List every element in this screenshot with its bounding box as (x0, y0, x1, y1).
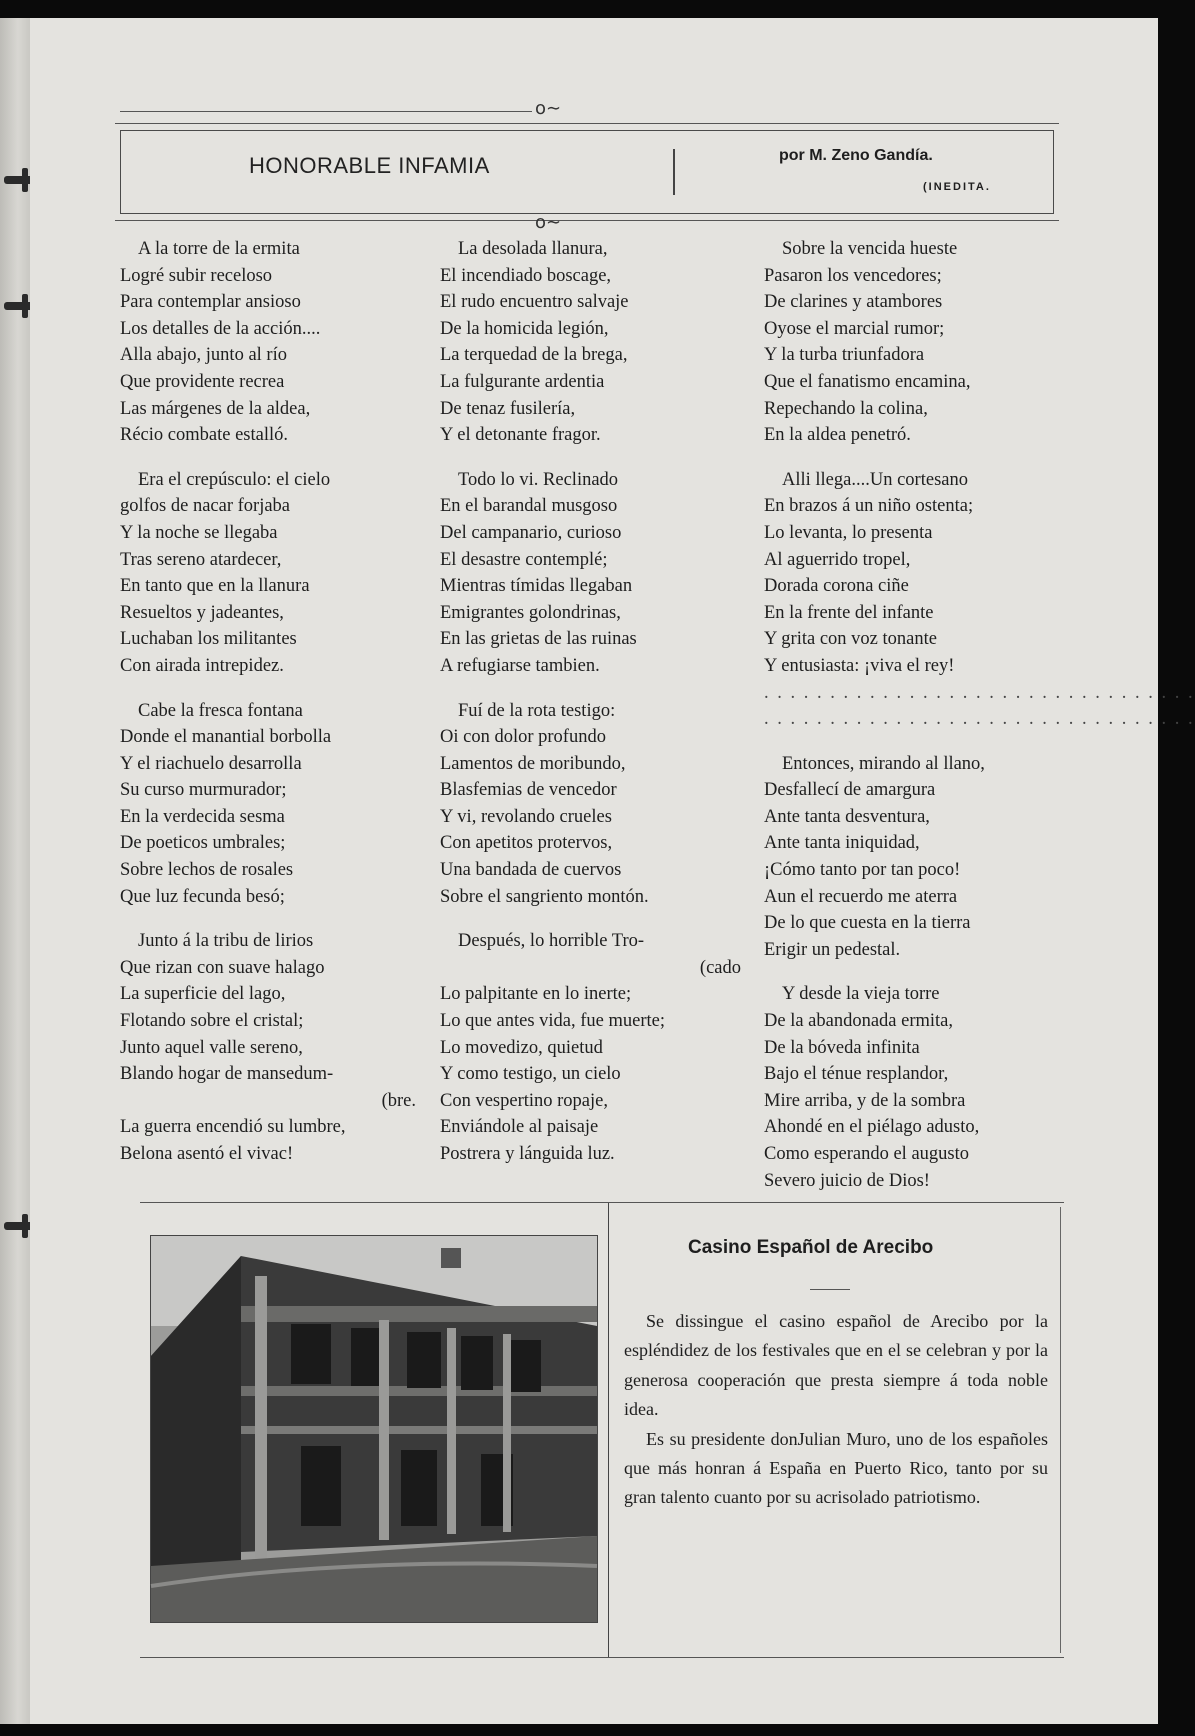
poem-line: Al aguerrido tropel, (764, 549, 911, 570)
poem-line: (cado (699, 957, 741, 978)
poem-line: Severo juicio de Dios! (764, 1170, 930, 1191)
poem-line: golfos de nacar forjaba (120, 496, 291, 517)
poem-line: Ahondé en el piélago adusto, (764, 1117, 980, 1138)
dotted-separator: . . . . . . . . . . . . . . . . . . . . . . . . . . . . . . . . . (764, 682, 1195, 703)
poem-line: Alli llega....Un cortesano (782, 469, 968, 490)
poem-line: Las márgenes de la aldea, (120, 398, 311, 419)
poem-stanza (440, 928, 745, 1167)
poem-line: Para contemplar ansioso (120, 292, 301, 313)
poem-column-2 (440, 236, 745, 1186)
article-paragraph: Es su presidente donJulian Muro, uno de los españoles que más honran á España en Puerto Rico, tanto por su gran talento cuanto por su acrisolado patriotismo. (624, 1428, 1048, 1508)
poem-line: Junto á la tribu de lirios (138, 931, 314, 952)
poem-stanza (440, 467, 745, 680)
poem-stanza (440, 698, 745, 911)
poem-line: En la frente del infante (764, 602, 934, 623)
building-illustration (151, 1236, 597, 1622)
poem-stanza (120, 698, 420, 911)
poem-stanza (764, 236, 1064, 449)
poem-line: Y la noche se llegaba (120, 522, 278, 543)
poem-line: Y como testigo, un cielo (440, 1064, 621, 1085)
poem-line: Donde el manantial borbolla (120, 727, 332, 748)
poem-line: Emigrantes golondrinas, (440, 602, 621, 623)
poem-line: Oi con dolor profundo (440, 727, 606, 748)
poem-line: De poeticos umbrales; (120, 833, 286, 854)
poem-line: Como esperando el augusto (764, 1144, 969, 1164)
poem-line: Mientras tímidas llegaban (440, 576, 633, 597)
poem-line: La guerra encendió su lumbre, (120, 1117, 346, 1138)
poem-line: Con vespertino ropaje, (440, 1090, 608, 1111)
dotted-separator: . . . . . . . . . . . . . . . . . . . . . . . . . . . . . . . . . (764, 709, 1195, 730)
poem-column-3 (764, 236, 1195, 1212)
poem-line: Lo palpitante en lo inerte; (440, 984, 632, 1005)
poem-stanza (764, 751, 1064, 964)
poem-line: (bre. (381, 1090, 416, 1111)
article-body (624, 1307, 1048, 1513)
article-separator (810, 1289, 850, 1290)
poem-line: En el barandal musgoso (440, 496, 618, 517)
poem-stanza (120, 236, 420, 449)
box-divider (608, 1203, 609, 1657)
poem-line: Tras sereno atardecer, (120, 549, 282, 570)
unpublished-note: (INEDITA. (923, 181, 991, 193)
poem-line: Sobre la vencida hueste (782, 239, 958, 259)
ornament-bottom: o∼ (535, 212, 562, 233)
poem-line: Entonces, mirando al llano, (782, 753, 985, 774)
article-paragraph: Se dissingue el casino español de Arecibo por la espléndidez de los festivales que en el se celebran y por la generosa cooperación que presta siempre á toda noble idea. (624, 1311, 1048, 1420)
poem-line: Pasaron los vencedores; (764, 265, 942, 286)
poem-line: La superficie del lago, (120, 984, 286, 1005)
poem-line: La desolada llanura, (458, 239, 608, 259)
poem-line: Que luz fecunda besó; (120, 886, 285, 907)
poem-line: Repechando la colina, (764, 398, 928, 419)
poem-line: Alla abajo, junto al río (120, 345, 287, 366)
poem-line: Logré subir receloso (120, 265, 273, 286)
poem-line: En brazos á un niño ostenta; (764, 496, 974, 517)
poem-line: De la bóveda infinita (764, 1037, 920, 1058)
poem-line: Su curso murmurador; (120, 780, 287, 801)
poem-line: Todo lo vi. Reclinado (458, 469, 619, 490)
poem-line: En tanto que en la llanura (120, 576, 310, 597)
poem-line: Lo levanta, lo presenta (764, 522, 933, 543)
poem-line: Flotando sobre el cristal; (120, 1011, 304, 1032)
poem-line: Y el riachuelo desarrolla (120, 753, 302, 774)
poem-line: La fulgurante ardentia (440, 371, 605, 392)
poem-line: Y grita con voz tonante (764, 629, 937, 650)
poem-line: Y desde la vieja torre (782, 984, 940, 1005)
poem-line: Blando hogar de mansedum- (120, 1064, 334, 1085)
poem-author: por M. Zeno Gandía. (779, 147, 933, 164)
poem-line: Oyose el marcial rumor; (764, 318, 945, 339)
header-rule (120, 111, 532, 112)
poem-stanza (120, 467, 420, 680)
poem-title: HONORABLE INFAMIA (249, 153, 490, 178)
poem-line: Fuí de la rota testigo: (458, 700, 616, 721)
poem-stanza (120, 928, 420, 1167)
poem-line: La terquedad de la brega, (440, 345, 628, 366)
poem-line: Los detalles de la acción.... (120, 318, 321, 339)
poem-line: Ante tanta iniquidad, (764, 833, 920, 854)
poem-stanza (764, 981, 1064, 1194)
poem-line: Aun el recuerdo me aterra (764, 886, 958, 907)
poem-line: De lo que cuesta en la tierra (764, 913, 971, 934)
poem-line: Lo movedizo, quietud (440, 1037, 603, 1058)
poem-header (120, 130, 1054, 214)
poem-line: Bajo el ténue resplandor, (764, 1064, 949, 1085)
book-binding (0, 18, 30, 1724)
poem-line: Una bandada de cuervos (440, 860, 622, 881)
poem-stanza (440, 236, 745, 449)
poem-line: Del campanario, curioso (440, 522, 622, 543)
poem-line: Ante tanta desventura, (764, 806, 930, 827)
poem-line: Que el fanatismo encamina, (764, 371, 971, 392)
poem-line: Con apetitos protervos, (440, 833, 613, 854)
poem-line: Cabe la fresca fontana (138, 700, 303, 721)
poem-line: De clarines y atambores (764, 292, 943, 313)
poem-line: Erigir un pedestal. (764, 939, 901, 960)
poem-line: Con airada intrepidez. (120, 655, 284, 676)
poem-line: Belona asentó el vivac! (120, 1144, 294, 1164)
header-divider (673, 149, 675, 195)
poem-line: Blasfemias de vencedor (440, 780, 617, 801)
poem-line: Y entusiasta: ¡viva el rey! (764, 655, 955, 676)
article-title: Casino Español de Arecibo (688, 1237, 934, 1258)
poem-line: Récio combate estalló. (120, 425, 288, 446)
poem-line: Luchaban los militantes (120, 629, 297, 650)
poem-line: El rudo encuentro salvaje (440, 292, 629, 313)
poem-line: Mire arriba, y de la sombra (764, 1090, 966, 1111)
poem-line: Sobre el sangriento montón. (440, 886, 649, 907)
poem-line: Que providente recrea (120, 371, 285, 392)
poem-line: Junto aquel valle sereno, (120, 1037, 303, 1058)
poem-line: En la verdecida sesma (120, 806, 285, 827)
poem-line: Que rizan con suave halago (120, 957, 325, 978)
poem-line: Resueltos y jadeantes, (120, 602, 284, 623)
poem-line: Era el crepúsculo: el cielo (138, 469, 331, 490)
poem-line: Y vi, revolando crueles (440, 806, 612, 827)
poem-line: Enviándole al paisaje (440, 1117, 599, 1138)
poem-line: En la aldea penetró. (764, 425, 911, 446)
poem-stanza (764, 467, 1195, 733)
poem-line: De la abandonada ermita, (764, 1011, 954, 1032)
casino-building-photo (150, 1235, 598, 1623)
poem-line: Y la turba triunfadora (764, 345, 925, 366)
poem-line: De tenaz fusilería, (440, 398, 576, 419)
poem-line: A refugiarse tambien. (440, 655, 600, 676)
poem-line: Desfallecí de amargura (764, 780, 936, 801)
poem-column-1 (120, 236, 420, 1186)
poem-line: Postrera y lánguida luz. (440, 1144, 615, 1164)
box-right-border (1060, 1207, 1061, 1653)
poem-line: Lo que antes vida, fue muerte; (440, 1011, 665, 1032)
poem-line: A la torre de la ermita (138, 239, 300, 259)
ornament-top: o∼ (535, 98, 562, 119)
poem-line: Y el detonante fragor. (440, 425, 601, 446)
poem-line: Sobre lechos de rosales (120, 860, 294, 881)
poem-line: Después, lo horrible Tro- (458, 931, 645, 952)
poem-line: Dorada corona ciñe (764, 576, 909, 597)
poem-line: El desastre contemplé; (440, 549, 608, 570)
poem-line: El incendiado boscage, (440, 265, 612, 286)
poem-line: ¡Cómo tanto por tan poco! (764, 860, 961, 881)
poem-line: Lamentos de moribundo, (440, 753, 626, 774)
poem-line: De la homicida legión, (440, 318, 609, 339)
poem-line: En las grietas de las ruinas (440, 629, 637, 650)
article-box (140, 1202, 1064, 1658)
